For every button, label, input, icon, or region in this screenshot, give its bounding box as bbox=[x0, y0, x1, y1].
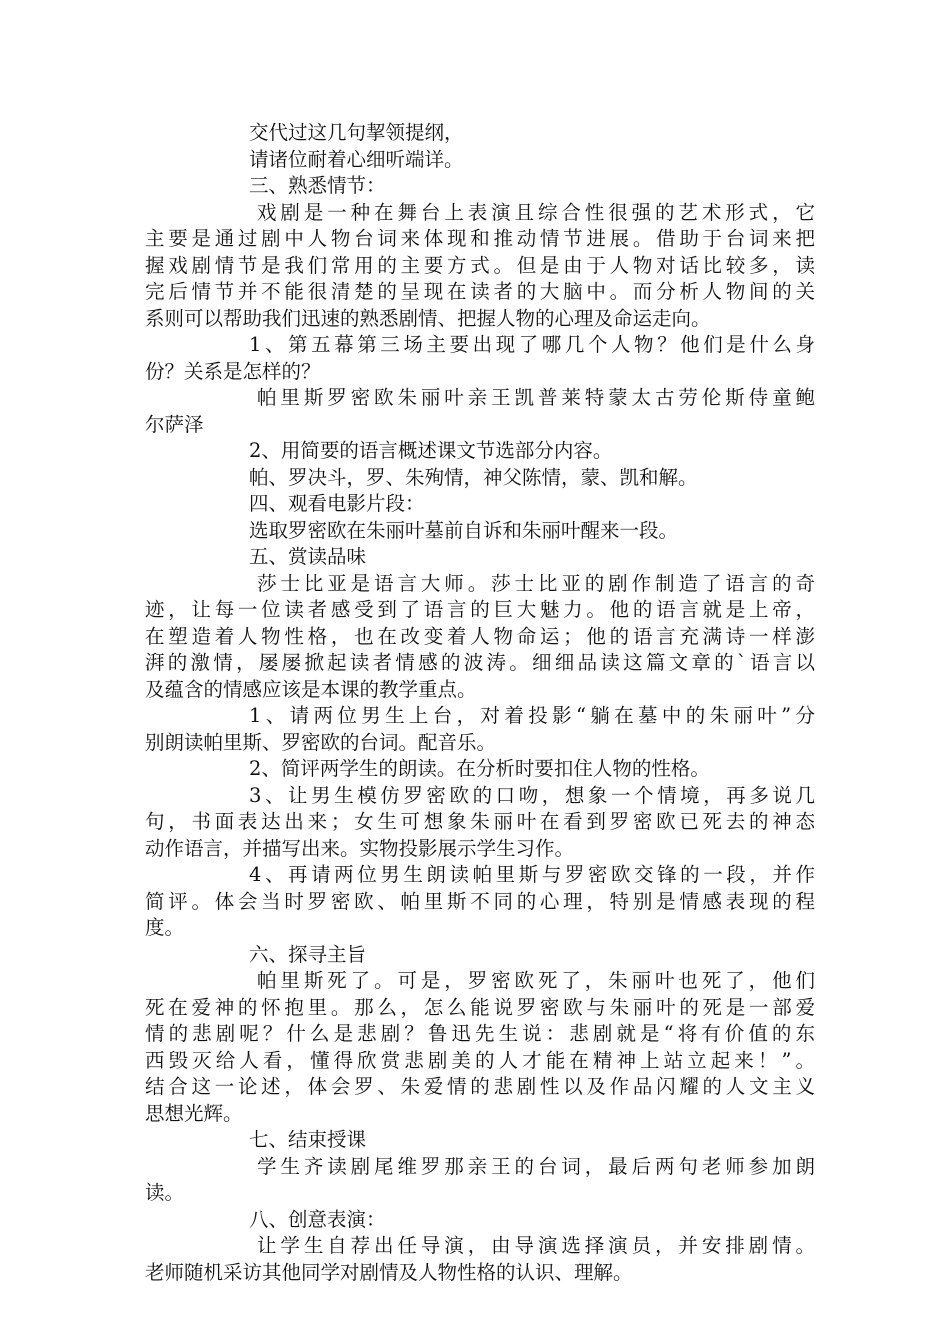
step-line: 句，书面表达出来；女生可想象朱丽叶在看到罗密欧已死去的神态 bbox=[145, 810, 815, 833]
paragraph-line: 情的悲剧呢？什么是悲剧？鲁迅先生说：悲剧就是“将有价值的东 bbox=[145, 1022, 815, 1045]
answer-line: 尔萨泽 bbox=[145, 412, 204, 436]
paragraph-line: 系则可以帮助我们迅速的熟悉剧情、把握人物的心理及命运走向。 bbox=[145, 306, 711, 330]
verse-line: 请诸位耐着心细听端详。 bbox=[249, 147, 464, 171]
step-line: 度。 bbox=[145, 916, 185, 939]
question-line: 份？关系是怎样的？ bbox=[145, 359, 321, 383]
paragraph-line: 迹，让每一位读者感受到了语言的巨大魅力。他的语言就是上帝， bbox=[145, 598, 815, 621]
verse-line: 交代过这几句挈领提纲， bbox=[249, 121, 464, 144]
step-line: 4、再请两位男生朗读帕里斯与罗密欧交锋的一段，并作 bbox=[249, 863, 815, 886]
section-heading: 四、观看电影片段： bbox=[249, 492, 425, 515]
paragraph-line: 选取罗密欧在朱丽叶墓前自诉和朱丽叶醒来一段。 bbox=[249, 518, 679, 542]
paragraph-line: 让学生自荐出任导演，由导演选择演员，并安排剧情。 bbox=[257, 1234, 815, 1257]
answer-line: 帕里斯罗密欧朱丽叶亲王凯普莱特蒙太古劳伦斯侍童鲍 bbox=[257, 386, 815, 409]
section-heading: 七、结束授课 bbox=[249, 1128, 367, 1151]
step-line: 别朗读帕里斯、罗密欧的台词。配音乐。 bbox=[145, 730, 497, 754]
paragraph-line: 及蕴含的情感应该是本课的教学重点。 bbox=[145, 677, 477, 701]
step-line: 动作语言，并描写出来。实物投影展示学生习作。 bbox=[145, 836, 575, 860]
section-heading: 三、熟悉情节： bbox=[249, 174, 386, 197]
step-line: 1、请两位男生上台，对着投影“躺在墓中的朱丽叶”分 bbox=[249, 704, 815, 727]
paragraph-line: 主要是通过剧中人物台词来体现和推动情节进展。借助于台词来把 bbox=[145, 227, 815, 250]
question-line: 1、第五幕第三场主要出现了哪几个人物？他们是什么身 bbox=[249, 333, 815, 356]
paragraph-line: 湃的激情，屡屡掀起读者情感的波涛。细细品读这篇文章的`语言以 bbox=[145, 651, 815, 674]
paragraph-line: 戏剧是一种在舞台上表演且综合性很强的艺术形式，它 bbox=[257, 200, 815, 224]
paragraph-line: 学生齐读剧尾维罗那亲王的台词，最后两句老师参加朗 bbox=[257, 1154, 815, 1178]
paragraph-line: 在塑造着人物性格，也在改变着人物命运；他的语言充满诗一样澎 bbox=[145, 624, 815, 648]
paragraph-line: 死在爱神的怀抱里。那么，怎么能说罗密欧与朱丽叶的死是一部爱 bbox=[145, 995, 815, 1019]
section-heading: 五、赏读品味 bbox=[249, 545, 367, 568]
paragraph-line: 帕里斯死了。可是，罗密欧死了，朱丽叶也死了，他们 bbox=[257, 969, 815, 992]
paragraph-line: 莎士比亚是语言大师。莎士比亚的剧作制造了语言的奇 bbox=[257, 571, 815, 595]
step-line: 3、让男生模仿罗密欧的口吻，想象一个情境，再多说几 bbox=[249, 783, 815, 807]
section-heading: 六、探寻主旨 bbox=[249, 942, 367, 966]
step-line: 简评。体会当时罗密欧、帕里斯不同的心理，特别是情感表现的程 bbox=[145, 889, 815, 913]
paragraph-line: 老师随机采访其他同学对剧情及人物性格的认识、理解。 bbox=[145, 1260, 633, 1284]
document-body bbox=[145, 120, 815, 1286]
paragraph-line: 完后情节并不能很清楚的呈现在读者的大脑中。而分析人物间的关 bbox=[145, 280, 815, 303]
paragraph-line: 思想光辉。 bbox=[145, 1101, 243, 1125]
paragraph-line: 西毁灭给人看，懂得欣赏悲剧美的人才能在精神上站立起来！”。 bbox=[145, 1048, 815, 1072]
paragraph-line: 读。 bbox=[145, 1181, 185, 1204]
step-line: 2、简评两学生的朗读。在分析时要扣住人物的性格。 bbox=[249, 757, 710, 780]
answer-line: 帕、罗决斗，罗、朱殉情，神父陈情，蒙、凯和解。 bbox=[249, 465, 698, 489]
section-heading: 八、创意表演： bbox=[249, 1207, 386, 1231]
question-line: 2、用简要的语言概述课文节选部分内容。 bbox=[249, 439, 613, 462]
paragraph-line: 握戏剧情节是我们常用的主要方式。但是由于人物对话比较多，读 bbox=[145, 253, 815, 277]
paragraph-line: 结合这一论述，体会罗、朱爱情的悲剧性以及作品闪耀的人文主义 bbox=[145, 1075, 815, 1098]
